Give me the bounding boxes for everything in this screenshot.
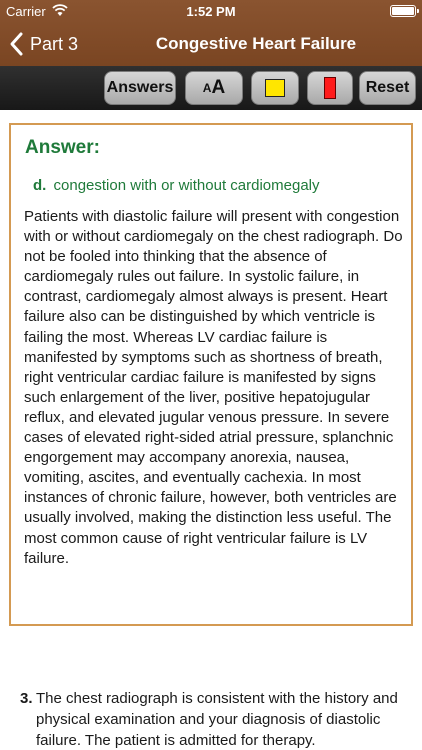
navigation-header [0,0,422,66]
back-button-label: Part 3 [30,33,79,54]
next-question [20,688,414,750]
choice-text: congestion with or without cardiomegaly [53,177,320,194]
reset-button[interactable]: Reset [359,71,416,105]
back-button[interactable] [6,31,78,57]
yellow-highlighter-icon [265,79,285,97]
font-large-glyph: A [211,77,226,98]
answer-heading: Answer: [25,137,100,158]
answer-panel [9,123,413,626]
status-bar [0,0,422,22]
font-small-glyph: A [202,81,212,95]
nav-bar [0,22,422,66]
yellow-highlight-button[interactable] [251,71,299,105]
carrier-label: Carrier [6,4,46,19]
choice-letter: d. [33,177,47,194]
question-text: The chest radiograph is consistent with the history and physical examination and your diagnosis of diastolic failure. The patient is admitted for therapy. [36,690,398,749]
battery-icon [390,5,416,17]
status-time: 1:52 PM [186,4,236,19]
page-title: Congestive Heart Failure [155,34,357,53]
correct-choice [33,177,320,194]
red-highlight-button[interactable] [307,71,353,105]
question-number: 3. [20,690,33,707]
answer-explanation: Patients with diastolic failure will present with congestion with or without cardiomegaly on the chest radiograph. Do not be fooled into thinking that the absence of cardiomegaly rules out failure. In systolic failure, in contrast, cardiomegaly almost always is present. Heart failure also can be distinguished by which ventricle is failing the most. Whereas LV cardiac failure is manifested by symptoms such as shortness of breath, right ventricular cardiac failure is manifested by signs such enlargement of the liver, positive hepatojugular reflux, and elevated jugular venous pressure. In severe cases of elevated right-sided atrial pressure, splanchnic engorgement may accompany anorexia, nausea, vomiting, ascites, and eventually cachexia. In most instances of chronic failure, however, both ventricles are usually involved, making the distinction less useful. The most common cause of right ventricular failure is LV failure. [24,208,403,567]
answers-button[interactable]: Answers [104,71,176,105]
chevron-left-icon [6,31,28,57]
font-size-button[interactable] [185,71,243,105]
red-highlighter-icon [324,77,336,99]
toolbar [0,66,422,110]
